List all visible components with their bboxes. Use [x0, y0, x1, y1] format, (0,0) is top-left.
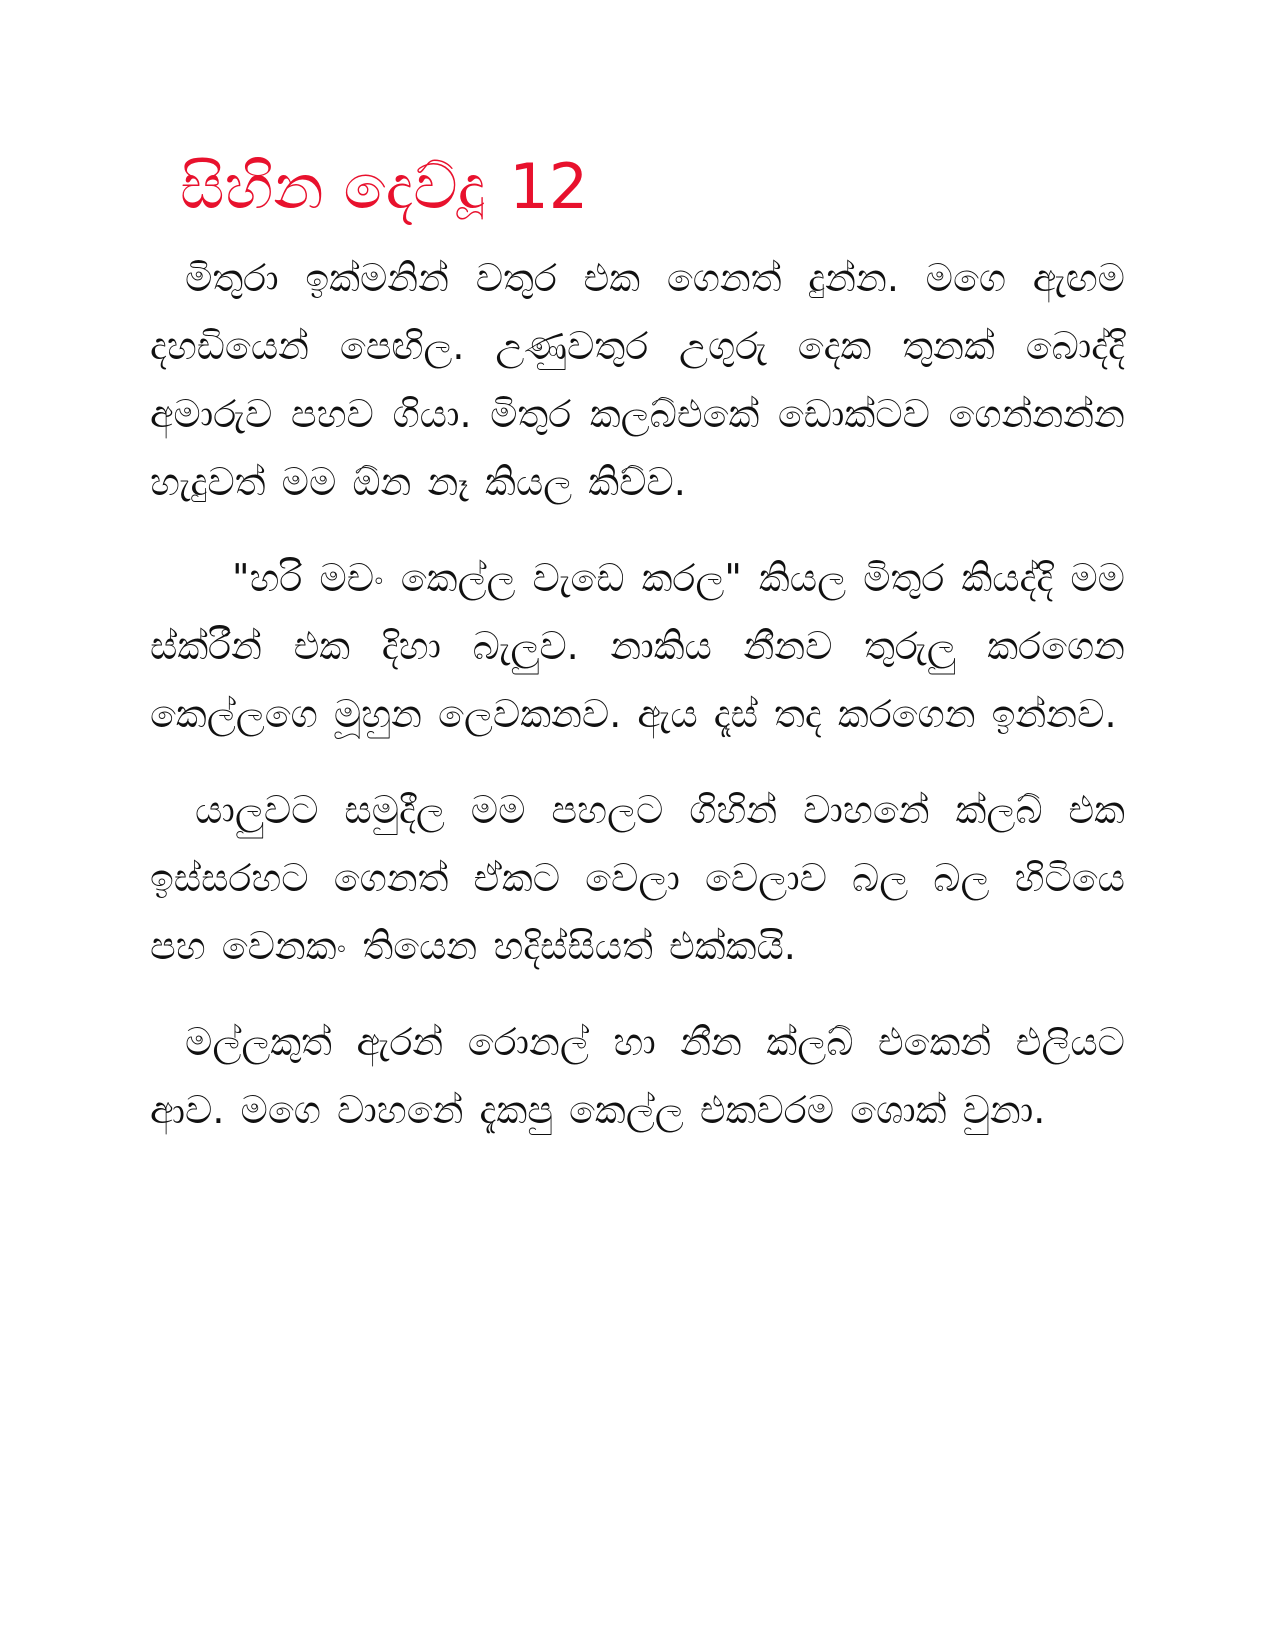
paragraph-4: මල්ලකුත් ඇරන් රොනල් හා නීන ක්ලබ් එකෙන් එලියට ආව. මගෙ වාහනේ දැකපු කෙල්ල එකවරම ශොක් වුනා.	[150, 1020, 1125, 1132]
title-number: 12	[509, 150, 589, 223]
paragraph-3: යාලුවට සමුදීල මම පහලට ගිහින් වාහනේ ක්ලබ් එක ඉස්සරහට ගෙනත් ඒකට වෙලා වෙලාව බල බල හිටියෙ පහ වෙනකං තියෙන හදිස්සියත් එක්කයි.	[150, 788, 1125, 968]
paragraph-2: "හරි මචං කෙල්ල වැඩෙ කරල" කියල මිතුර කියද්දි මම ස්ක්රීන් එක දිහා බැලුව. නාකිය නීනව තුරුලු කරගෙන කෙල්ලගෙ මූහුන ලෙවකනව. ඇය දෑස් තද කරගෙන ඉන්නව.	[150, 556, 1125, 736]
title-text: සිහින දෙව්දූ	[180, 150, 486, 223]
paragraph-1: මිතුරා ඉක්මනින් වතුර එක ගෙනත් දුන්න. මගෙ ඇඟම දහඩියෙන් පෙඟිල. උණුවතුර උගුරු දෙක තුනක් බොද්දි අමාරුව පහව ගියා. මිතුර කලබ්එකේ ඩොක්ටව ගෙන්නන්න හැදුවත් මම ඕන නෑ කියල කිව්ව.	[150, 256, 1125, 504]
story-body	[150, 244, 1125, 1172]
page-title	[180, 150, 588, 224]
